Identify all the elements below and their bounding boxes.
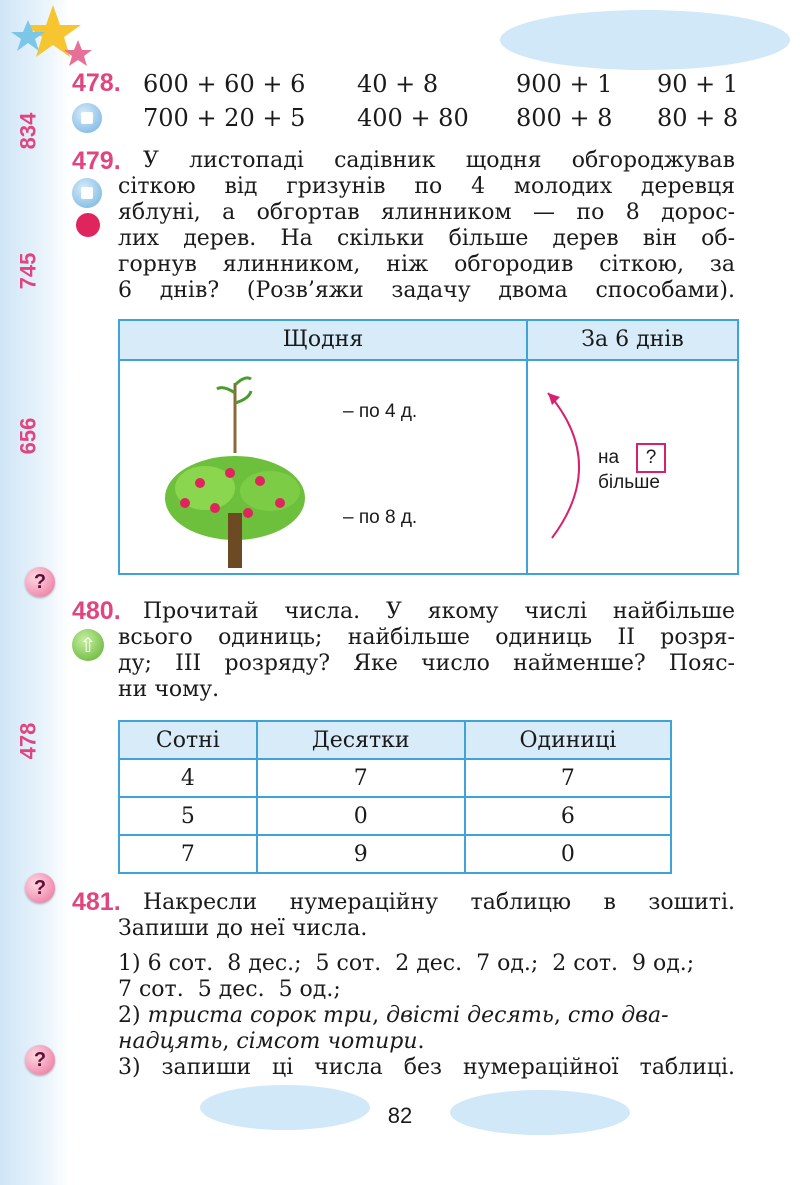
- table-cell: 4: [119, 759, 257, 797]
- sidebar-number: 834: [15, 112, 41, 150]
- header-ones: Одиниці: [465, 721, 671, 759]
- task-item-2-continued: [118, 1029, 735, 1054]
- table-cell: 5: [119, 797, 257, 835]
- tree-illustration-icon: [160, 363, 310, 568]
- puzzle-icon: [72, 178, 102, 208]
- table-cell: 9: [257, 835, 465, 873]
- table-row: [119, 759, 671, 797]
- problem-text-line: Накресли нумераційну таблицю в зошиті.: [143, 890, 735, 915]
- place-value-table: [118, 720, 672, 874]
- expression: 90 + 1: [657, 70, 739, 98]
- number-word: сто два-: [567, 1003, 669, 1028]
- problem-text-line: 6 днів? (Розв’яжи задачу двома способами).: [118, 278, 735, 303]
- table-cell: 0: [465, 835, 671, 873]
- separator: ,: [553, 1003, 568, 1028]
- page-number: 82: [387, 1103, 413, 1128]
- unknown-box: ?: [636, 443, 666, 473]
- label-na: на: [598, 447, 620, 468]
- problem-text-line: ду; ІІІ розряду? Яке число найменше? Пояс-: [118, 651, 735, 676]
- exercise-number-481: 481.: [72, 888, 121, 916]
- item-2-prefix: 2): [118, 1003, 148, 1028]
- table-row: [119, 797, 671, 835]
- problem-text-line: лих дерев. На скільки більше дерев він об-: [118, 226, 735, 251]
- table-header-row: [119, 721, 671, 759]
- top-cloud: [500, 10, 790, 70]
- table-cell: 7: [257, 759, 465, 797]
- table-cell: 0: [257, 797, 465, 835]
- column-header-six-days: За 6 днів: [528, 321, 737, 361]
- question-icon: ?: [25, 873, 55, 903]
- separator: ,: [222, 1029, 237, 1054]
- sidebar-number: 478: [15, 722, 41, 760]
- task-item-1: 1) 6 сот. 8 дес.; 5 сот. 2 дес. 7 од.; 2 сот. 9 од.;: [118, 951, 695, 976]
- expression: 700 + 20 + 5: [143, 104, 306, 132]
- problem-text-line: У листопаді садівник щодня обгороджував: [143, 148, 735, 173]
- problem-text-line: Прочитай числа. У якому числі найбільше: [143, 599, 735, 624]
- task-item-3: 3) запиши ці числа без нумераційної таблиці.: [118, 1055, 735, 1080]
- problem-text-line: сіткою від гризунів по 4 молодих деревця: [118, 174, 735, 199]
- problem-text-line: яблуні, а обгортав ялинником — по 8 дорос-: [118, 200, 735, 225]
- expression: 80 + 8: [657, 104, 739, 132]
- problem-text-line: горнув ялинником, ніж обгородив сіткою, за: [118, 252, 735, 277]
- level-up-icon: ⇧: [72, 629, 104, 661]
- task-item-1-continued: 7 сот. 5 дес. 5 од.;: [118, 977, 341, 1002]
- label-by-8: – по 8 д.: [343, 507, 418, 528]
- table-cell: 7: [465, 759, 671, 797]
- expression: 900 + 1: [516, 70, 613, 98]
- separator: ,: [372, 1003, 387, 1028]
- exercise-number-479: 479.: [72, 147, 121, 175]
- label-by-4: – по 4 д.: [343, 401, 418, 422]
- table-row: [119, 835, 671, 873]
- short-record-table: [118, 319, 739, 575]
- header-tens: Десятки: [257, 721, 465, 759]
- expression: 400 + 80: [357, 104, 469, 132]
- label-more: більше: [598, 472, 660, 493]
- question-icon: ?: [25, 1045, 55, 1075]
- problem-text-line: Запиши до неї числа.: [118, 916, 368, 941]
- puzzle-icon: [72, 103, 102, 133]
- task-item-2: [118, 1003, 735, 1028]
- sidebar-number: 745: [15, 252, 41, 290]
- exercise-number-480: 480.: [72, 597, 121, 625]
- column-divider: [526, 359, 528, 573]
- question-icon: ?: [25, 567, 55, 597]
- number-word: надцять: [118, 1029, 223, 1054]
- table-cell: 7: [119, 835, 257, 873]
- header-hundreds: Сотні: [119, 721, 257, 759]
- expression: 600 + 60 + 6: [143, 70, 306, 98]
- problem-text-line: ни чому.: [118, 677, 220, 702]
- table-cell: 6: [465, 797, 671, 835]
- number-word: триста сорок три: [147, 1003, 373, 1028]
- difficulty-dot-icon: [76, 213, 100, 237]
- column-header-daily: Щодня: [120, 321, 528, 361]
- problem-text-line: всього одиниць; найбільше одиниць ІІ розря-: [118, 625, 735, 650]
- number-word: сімсот чотири: [236, 1029, 418, 1054]
- exercise-number-478: 478.: [72, 69, 121, 97]
- sidebar-number: 656: [15, 417, 41, 455]
- expression: 40 + 8: [357, 70, 439, 98]
- expression: 800 + 8: [516, 104, 613, 132]
- period: .: [417, 1029, 425, 1054]
- number-word: двісті десять: [386, 1003, 554, 1028]
